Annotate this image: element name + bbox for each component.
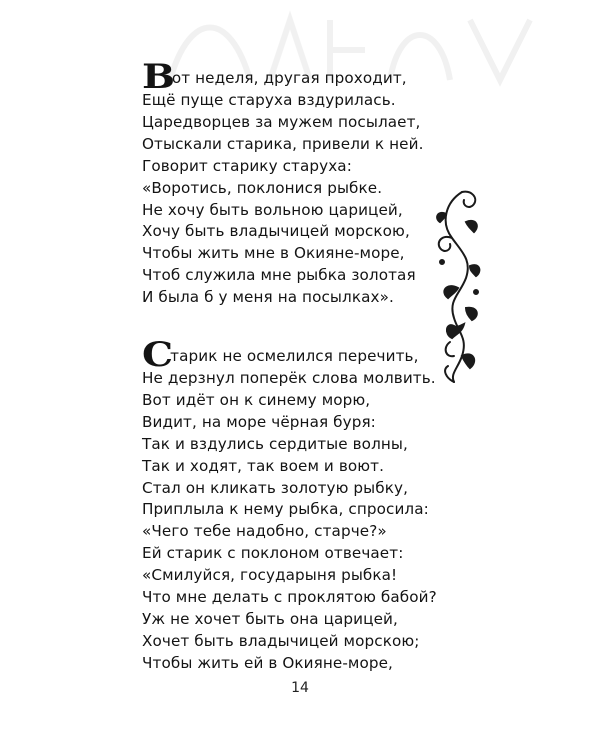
- verse-line: Хочу быть владычицей морскою,: [142, 222, 410, 241]
- first-line-text: тарик не осмелился перечить,: [170, 347, 419, 366]
- verse-line: Ей старик с поклоном отвечает:: [142, 544, 404, 563]
- stanza-1: [142, 57, 472, 309]
- stanza-2: [142, 335, 472, 675]
- verse-line: Не дерзнул поперёк слова молвить.: [142, 369, 436, 387]
- verse-line: Что мне делать с проклятою бабой?: [142, 588, 437, 607]
- verse-line: «Смилуйся, государыня рыбка!: [142, 566, 398, 585]
- verse-line: Чтобы жить мне в Окияне-море,: [142, 244, 405, 263]
- verse-line: Вот идёт он к синему морю,: [142, 390, 371, 409]
- dropcap-letter: В: [142, 57, 176, 97]
- stanza-1-first-line: [142, 57, 472, 97]
- verse-line: И была б у меня на посылках».: [142, 288, 394, 307]
- stanza-2-first-line: [142, 335, 472, 375]
- verse-line: Стал он кликать золотую рыбку,: [142, 478, 409, 497]
- verse-line: «Воротись, поклонися рыбке.: [142, 178, 383, 197]
- verse-line: Уж не хочет быть она царицей,: [142, 609, 398, 628]
- verse-line: Так и ходят, так воем и воют.: [142, 456, 385, 475]
- verse-line: Отыскали старика, привели к ней.: [142, 134, 424, 153]
- dropcap-letter: С: [142, 335, 174, 375]
- verse-line: Приплыла к нему рыбка, спросила:: [142, 500, 429, 519]
- verse-line: «Чего тебе надобно, старче?»: [142, 522, 387, 541]
- verse-line: Так и вздулись сердитые волны,: [142, 434, 408, 453]
- verse-line: Царедворцев за мужем посылает,: [142, 112, 421, 131]
- verse-line: Хочет быть владычицей морскою;: [142, 631, 420, 650]
- page-number: 14: [291, 680, 309, 696]
- verse-line: Видит, на море чёрная буря:: [142, 412, 376, 431]
- verse-line: Чтобы жить ей в Окияне-море,: [142, 653, 393, 672]
- verse-line: Ещё пуще старуха вздурилась.: [142, 91, 396, 109]
- verse-line: Не хочу быть вольною царицей,: [142, 200, 403, 219]
- verse-line: Чтоб служила мне рыбка золотая: [142, 266, 416, 285]
- verse-line: Говорит старику старуха:: [142, 156, 352, 175]
- first-line-text: от неделя, другая проходит,: [171, 69, 407, 88]
